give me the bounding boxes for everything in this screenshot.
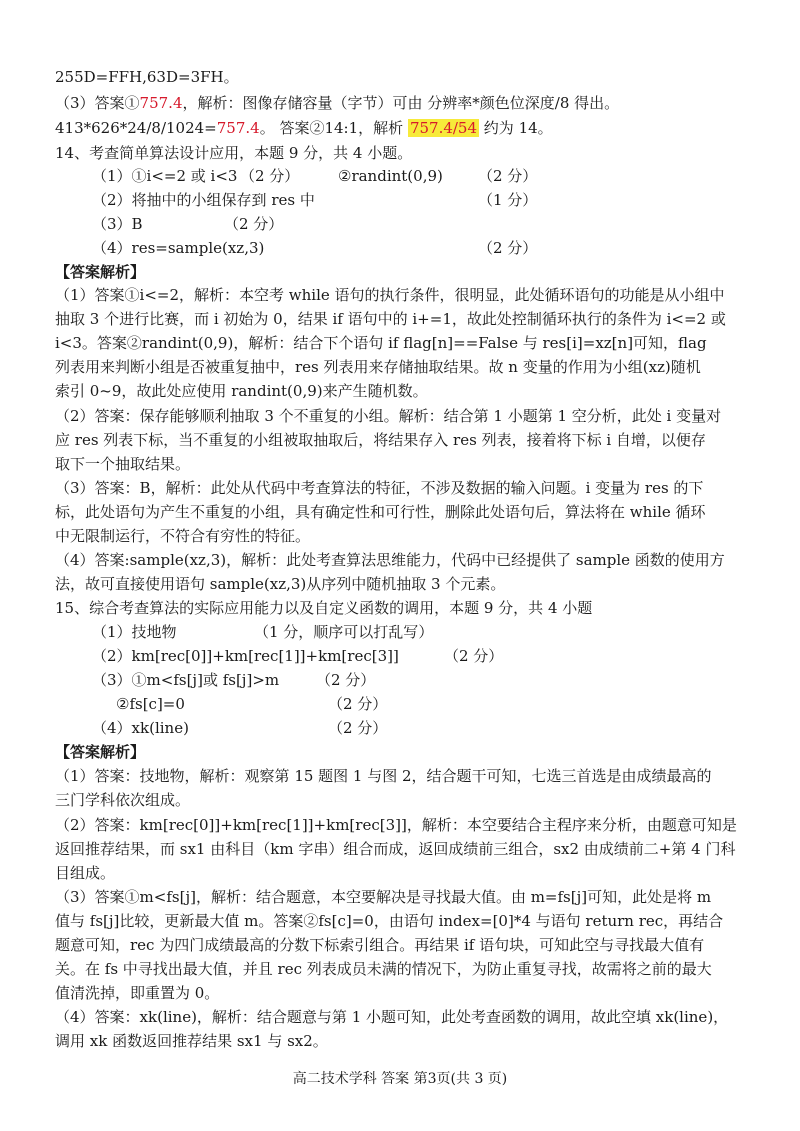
text-line: （4）答案：xk(line)，解析：结合题意与第 1 小题可知，此处考查函数的调用，故此空填 xk(line)， <box>55 1008 729 1026</box>
answer-text: （4）xk(line) <box>92 719 189 737</box>
answer-text: （4）res=sample(xz,3) <box>92 239 265 257</box>
text-line: （2）答案：保存能够顺利抽取 3 个不重复的小组。解析：结合第 1 小题第 1 空分析，此处 i 变量对 <box>55 407 722 425</box>
text-line: i<3。答案②randint(0,9)，解析：结合下个语句 if flag[n]==False 与 res[i]=xz[n]可知，flag <box>55 334 707 352</box>
text-line: （3）答案①m<fs[j]，解析：结合题意，本空要解决是寻找最大值。由 m=fs[j]可知，此处是将 m <box>55 888 712 906</box>
text-line: 应 res 列表下标，当不重复的小组被取抽取后，将结果存入 res 列表，接着将下标 i 自增，以便存 <box>55 431 706 449</box>
score: （2 分） <box>444 647 504 665</box>
text-line: 中无限制运行，不符合有穷性的特征。 <box>55 527 311 545</box>
text-line: 255D=FFH,63D=3FH。 <box>55 68 239 86</box>
text-span: 约为 14。 <box>479 119 553 137</box>
answer-value: 757.4 <box>139 94 183 112</box>
text-span: （3）答案① <box>55 94 140 112</box>
text-line: 返回推荐结果，而 sx1 由科目（km 字串）组合而成，返回成绩前三组合，sx2 由成绩前二+第 4 门科 <box>55 840 736 858</box>
text-line: 题意可知，rec 为四门成绩最高的分数下标索引组合。再结果 if 语句块，可知此空与寻找最大值有 <box>55 936 705 954</box>
score: （2 分） <box>478 167 538 185</box>
answer-text: （2）km[rec[0]]+km[rec[1]]+km[rec[3]] <box>92 647 399 665</box>
answer-text: （1）①i<=2 或 i<3 <box>92 167 238 185</box>
text-span: 。 答案②14:1，解析 <box>259 119 408 137</box>
text-line: （1）答案①i<=2，解析：本空考 while 语句的执行条件，很明显，此处循环语句的功能是从小组中 <box>55 286 725 304</box>
text-line: 值与 fs[j]比较，更新最大值 m。答案②fs[c]=0，由语句 index=[0]*4 与语句 return rec，再结合 <box>55 912 724 930</box>
score: （1 分） <box>478 191 538 209</box>
section-heading: 【答案解析】 <box>55 263 146 281</box>
text-span: 413*626*24/8/1024= <box>55 119 217 137</box>
question-heading: 15、综合考查算法的实际应用能力以及自定义函数的调用，本题 9 分，共 4 小题 <box>55 599 593 617</box>
page-footer: 高二技术学科 答案 第3页(共 3 页) <box>292 1071 508 1087</box>
text-span: ，解析：图像存储容量（字节）可由 分辨率*颜色位深度/8 得出。 <box>182 94 620 112</box>
score: （2 分） <box>328 719 388 737</box>
score: （2 分） <box>328 695 388 713</box>
answer-text: （2）将抽中的小组保存到 res 中 <box>92 191 315 209</box>
answer-value: 757.4 <box>216 119 260 137</box>
answer-text: ②fs[c]=0 <box>116 695 185 713</box>
text-line: 目组成。 <box>55 864 116 882</box>
answer-text: （1）技地物 <box>92 623 177 641</box>
score: （2 分） <box>316 671 376 689</box>
text-line: （3）答案：B，解析：此处从代码中考查算法的特征，不涉及数据的输入问题。i 变量为 res 的下 <box>55 479 704 497</box>
section-heading: 【答案解析】 <box>55 743 146 761</box>
score: （2 分） <box>224 215 284 233</box>
answer-text: （3）B <box>92 215 143 233</box>
text-line: 值清洗掉，即重置为 0。 <box>55 984 220 1002</box>
text-line: 取下一个抽取结果。 <box>55 455 191 473</box>
score: （1 分，顺序可以打乱写） <box>254 623 434 641</box>
text-line: 法，故可直接使用语句 sample(xz,3)从序列中随机抽取 3 个元素。 <box>55 575 506 593</box>
text-line: 调用 xk 函数返回推荐结果 sx1 与 sx2。 <box>55 1032 328 1050</box>
text-line <box>55 92 760 114</box>
text-line: 索引 0~9，故此处应使用 randint(0,9)来产生随机数。 <box>55 382 428 400</box>
question-heading: 14、考查简单算法设计应用，本题 9 分，共 4 小题。 <box>55 144 413 162</box>
answer-text: ②randint(0,9) <box>338 167 443 185</box>
text-line: （2）答案：km[rec[0]]+km[rec[1]]+km[rec[3]]，解析：本空要结合主程序来分析，由题意可知是 <box>55 816 737 834</box>
text-line: 三门学科依次组成。 <box>55 791 191 809</box>
text-line <box>55 117 760 139</box>
answer-text: （3）①m<fs[j]或 fs[j]>m <box>92 671 280 689</box>
text-line: 列表用来判断小组是否被重复抽中，res 列表用来存储抽取结果。故 n 变量的作用为小组(xz)随机 <box>55 358 701 376</box>
text-line: 关。在 fs 中寻找出最大值，并且 rec 列表成员未满的情况下，为防止重复寻找，故需将之前的最大 <box>55 960 712 978</box>
text-line: 抽取 3 个进行比赛，而 i 初始为 0，结果 if 语句中的 i+=1，故此处控制循环执行的条件为 i<=2 或 <box>55 310 726 328</box>
highlighted-formula: 757.4/54 <box>409 119 478 137</box>
score: （2 分） <box>478 239 538 257</box>
text-line: 标，此处语句为产生不重复的小组，具有确定性和可行性，删除此处语句后，算法将在 while 循环 <box>55 503 706 521</box>
text-line: （1）答案：技地物，解析：观察第 15 题图 1 与图 2，结合题干可知，七选三首选是由成绩最高的 <box>55 767 712 785</box>
score: （2 分） <box>240 167 300 185</box>
text-line: （4）答案:sample(xz,3)，解析：此处考查算法思维能力，代码中已经提供了 sample 函数的使用方 <box>55 551 725 569</box>
